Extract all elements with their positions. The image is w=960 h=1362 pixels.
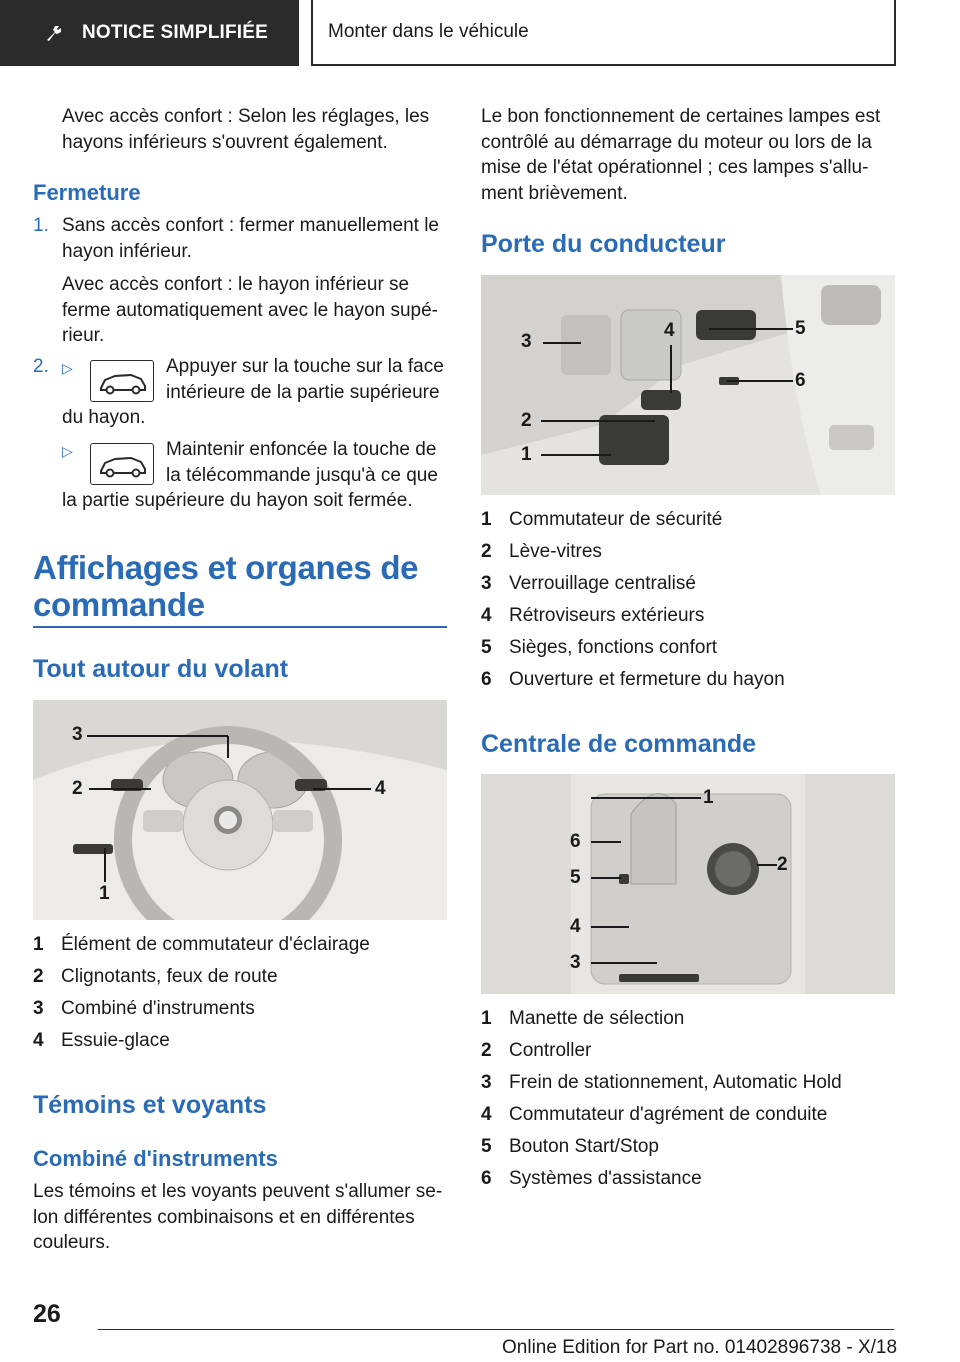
driver-door-image [481,275,895,495]
callout-1: 1 [521,444,532,465]
legend-number: 3 [481,573,492,594]
legend-number: 3 [481,1072,492,1093]
callout-6: 6 [795,370,806,391]
heading-rule [33,626,447,628]
steering-wheel-image [33,700,447,920]
legend-number: 3 [33,998,44,1019]
intro-paragraph [62,104,429,155]
text-line: mise de l'état opérationnel ; ces lampes s'allu- [481,157,869,178]
text-line: lon différentes combinaisons et en différentes [33,1206,415,1228]
callout-4: 4 [570,916,581,937]
legend-number: 4 [33,1030,44,1051]
legend-number: 5 [481,637,492,658]
heading-line: Affichages et organes de [33,549,419,586]
main-heading [33,549,418,623]
page-number: 26 [33,1300,61,1328]
callout-6: 6 [570,831,581,852]
center-console-image [481,774,895,994]
header-section-tab [0,0,299,66]
legend-text: Rétroviseurs extérieurs [509,605,705,626]
legend-text: Bouton Start/Stop [509,1136,659,1157]
text-line: Le bon fonctionnement de certaines lampes est [481,106,881,127]
legend-text: Sièges, fonctions confort [509,637,718,658]
legend-text: Frein de stationnement, Automatic Hold [509,1072,842,1093]
callout-2: 2 [777,854,788,875]
step-1 [33,213,447,349]
text-line: Les témoins et les voyants peuvent s'allumer se- [33,1181,443,1202]
text-line: ferme automatiquement avec le hayon supé- [62,299,438,321]
step-number: 1. [33,215,49,236]
callout-1: 1 [99,883,110,904]
text-line: hayon inférieur. [62,240,192,262]
legend-text: Combiné d'instruments [61,998,255,1019]
temoins-paragraph [33,1179,442,1256]
legend-text: Systèmes d'assistance [509,1168,702,1189]
legend-text: Commutateur d'agrément de conduite [509,1104,828,1125]
combine-heading: Combiné d'instruments [33,1146,278,1171]
wrench-icon [44,23,64,43]
text-line: Sans accès confort : fermer manuellement le [62,215,440,236]
temoins-heading: Témoins et voyants [33,1091,267,1119]
legend-number: 4 [481,1104,492,1125]
callout-4: 4 [375,778,386,799]
porte-heading: Porte du conducteur [481,230,726,258]
callout-2: 2 [521,410,532,431]
legend-number: 6 [481,669,492,690]
legend-text: Élément de commutateur d'éclairage [61,934,370,955]
callout-5: 5 [795,318,806,339]
bullet-2-text [166,437,438,488]
legend-text: Verrouillage centralisé [509,573,696,594]
legend-text: Controller [509,1040,592,1061]
legend-text: Commutateur de sécurité [509,509,723,530]
legend-number: 2 [33,966,44,987]
bullet-marker: ▷ [62,443,73,459]
callout-3: 3 [570,952,581,973]
legend-number: 1 [481,1008,492,1029]
text-line: la télécommande jusqu'à ce que [166,464,438,486]
text-line: ment brièvement. [481,182,628,204]
text-line: Maintenir enfoncée la touche de [166,439,437,460]
legend-number: 1 [33,934,44,955]
header-chapter-box [311,0,896,66]
bullet-1-text-cont: du hayon. [62,407,146,428]
callout-4: 4 [664,320,675,341]
legend-number: 4 [481,605,492,626]
fermeture-heading: Fermeture [33,180,141,205]
footer-edition-text: Online Edition for Part no. 01402896738 - X/18 [502,1337,898,1358]
legend-number: 6 [481,1168,492,1189]
callout-2: 2 [72,778,83,799]
text-line: Avec accès confort : le hayon inférieur se [62,274,410,295]
legend-number: 2 [481,1040,492,1061]
legend-text: Manette de sélection [509,1008,685,1029]
tailgate-car-icon [90,443,154,485]
bullet-1-text [166,354,444,405]
heading-line: commande [33,586,205,623]
tailgate-car-icon [90,360,154,402]
centrale-heading: Centrale de commande [481,730,757,758]
text-line: hayons inférieurs s'ouvrent également. [62,131,388,153]
header-section-label: NOTICE SIMPLIFIÉE [82,22,269,43]
callout-3: 3 [521,331,532,352]
callout-1: 1 [703,787,714,808]
volant-heading: Tout autour du volant [33,655,289,683]
bullet-marker: ▷ [62,360,73,376]
legend-number: 5 [481,1136,492,1157]
callout-3: 3 [72,724,83,745]
text-line: Appuyer sur la touche sur la face [166,356,444,377]
right-intro-paragraph [481,104,880,206]
text-line: Avec accès confort : Selon les réglages, les [62,106,430,127]
legend-text: Ouverture et fermeture du hayon [509,669,785,690]
footer-rule [98,1329,894,1330]
legend-number: 1 [481,509,492,530]
text-line: couleurs. [33,1232,111,1253]
legend-number: 2 [481,541,492,562]
legend-text: Clignotants, feux de route [61,966,278,987]
step-number: 2. [33,356,49,377]
text-line: contrôlé au démarrage du moteur ou lors de la [481,131,872,153]
text-line: intérieure de la partie supérieure [166,381,440,403]
text-line: rieur. [62,325,105,346]
callout-5: 5 [570,867,581,888]
legend-text: Lève-vitres [509,541,602,562]
bullet-2-text-cont: la partie supérieure du hayon soit fermée. [62,490,413,511]
legend-text: Essuie-glace [61,1030,170,1051]
header-chapter-title: Monter dans le véhicule [328,21,529,42]
